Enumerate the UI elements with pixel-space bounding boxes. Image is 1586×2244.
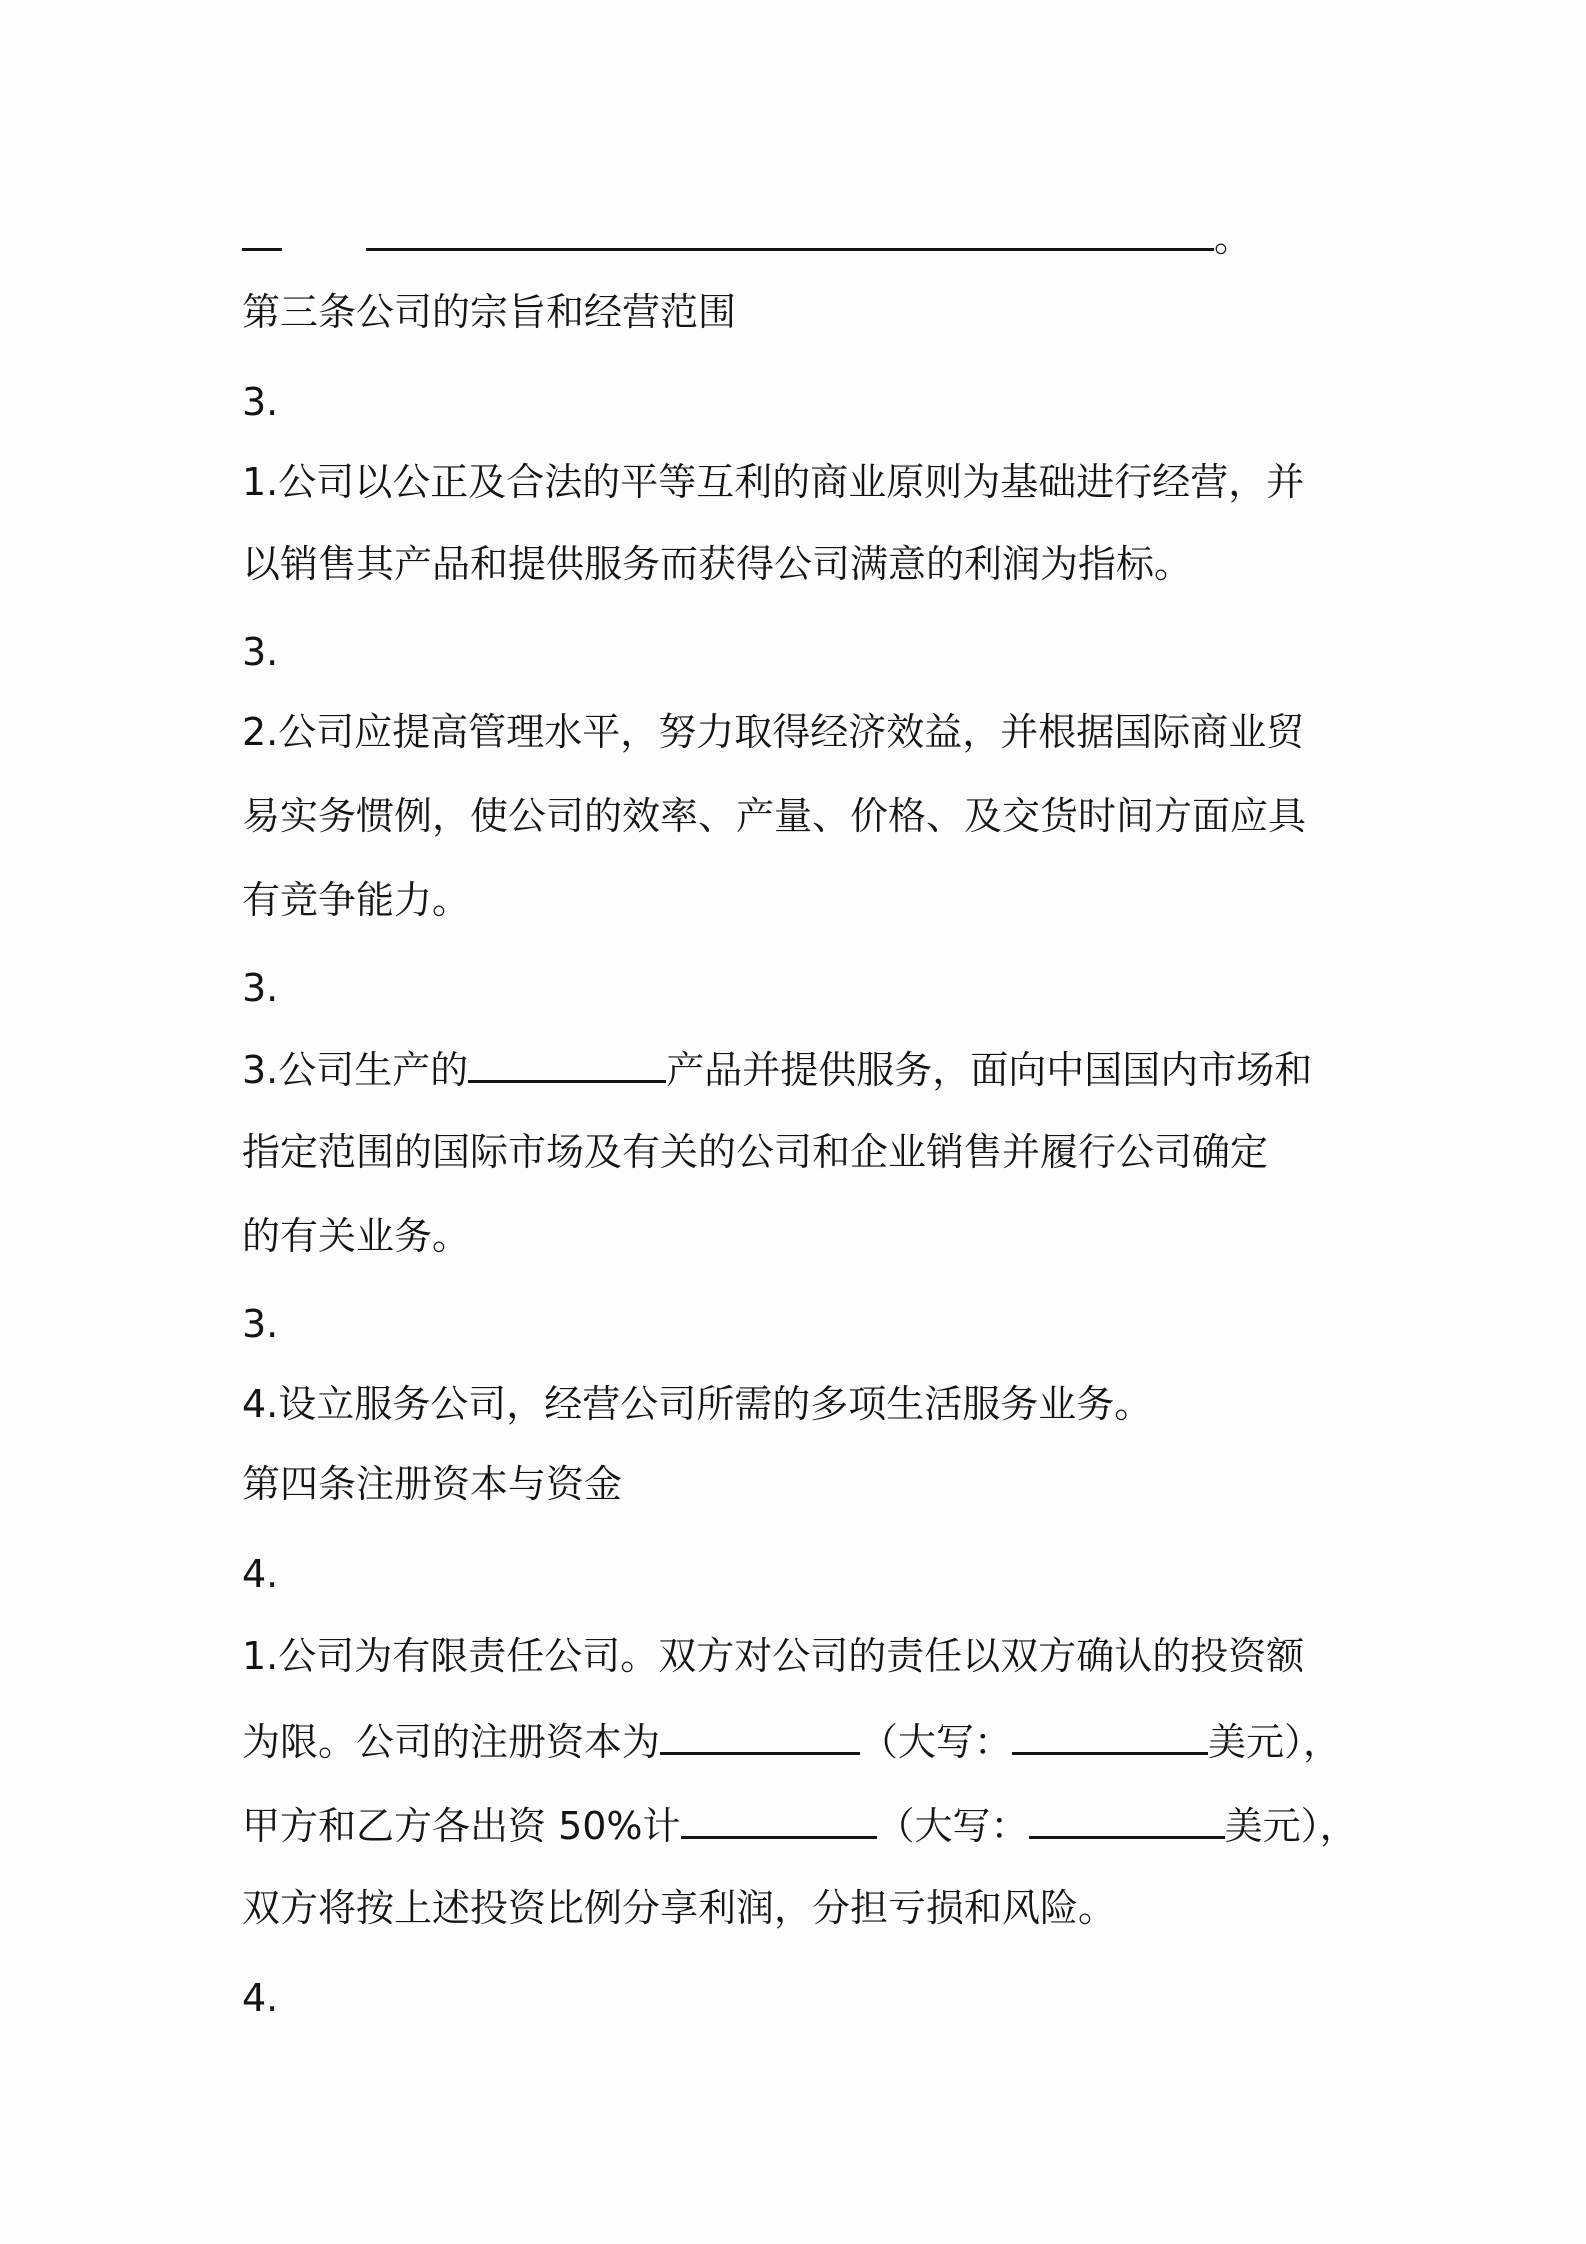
text-segment: 产品并提供服务，面向中国国内市场和 (666, 1048, 1313, 1093)
section-number: 3. (242, 380, 279, 424)
blank-field (681, 1800, 877, 1839)
paragraph-line: 双方将按上述投资比例分享利润，分担亏损和风险。 (242, 1886, 1117, 1930)
text-segment: 甲方和乙方各出资 50%计 (242, 1804, 681, 1849)
blank-field (366, 212, 1214, 251)
blank-field (1029, 1800, 1225, 1839)
paragraph-line (242, 1044, 1312, 1095)
section-number: 4. (242, 1976, 279, 2020)
blank-field (468, 1044, 666, 1083)
section-number: 3. (242, 966, 279, 1010)
section-number: 4. (242, 1552, 279, 1596)
paragraph-line: 易实务惯例，使公司的效率、产量、价格、及交货时间方面应具 (242, 794, 1307, 838)
top-blank-line (242, 212, 1252, 263)
paragraph-line: 有竞争能力。 (242, 878, 471, 922)
paragraph-line: 1.公司以公正及合法的平等互利的商业原则为基础进行经营，并 (242, 460, 1305, 504)
blank-field (1012, 1716, 1208, 1755)
paragraph-line: 4.设立服务公司，经营公司所需的多项生活服务业务。 (242, 1382, 1153, 1426)
text-segment: （大写： (876, 1804, 1029, 1849)
article4-title: 第四条注册资本与资金 (242, 1462, 623, 1506)
paragraph-line: 指定范围的国际市场及有关的公司和企业销售并履行公司确定 (242, 1130, 1269, 1174)
section-number: 3. (242, 630, 279, 674)
blank-field (242, 212, 282, 251)
paragraph-line: 2.公司应提高管理水平，努力取得经济效益，并根据国际商业贸 (242, 710, 1305, 754)
paragraph-line (242, 1716, 1341, 1767)
article3-title: 第三条公司的宗旨和经营范围 (242, 290, 737, 334)
top-line-period: 。 (1214, 216, 1253, 261)
paragraph-line: 1.公司为有限责任公司。双方对公司的责任以双方确认的投资额 (242, 1634, 1305, 1678)
blank-field (660, 1716, 860, 1755)
paragraph-line: 以销售其产品和提供服务而获得公司满意的利润为指标。 (242, 542, 1193, 586)
section-number: 3. (242, 1302, 279, 1346)
text-segment: 3.公司生产的 (242, 1048, 469, 1093)
text-segment: （大写： (860, 1720, 1013, 1765)
text-segment: 美元）， (1224, 1804, 1358, 1849)
paragraph-line: 的有关业务。 (242, 1214, 471, 1258)
text-segment: 美元）， (1208, 1720, 1342, 1765)
text-segment: 为限。公司的注册资本为 (242, 1720, 661, 1765)
paragraph-line (242, 1800, 1358, 1851)
